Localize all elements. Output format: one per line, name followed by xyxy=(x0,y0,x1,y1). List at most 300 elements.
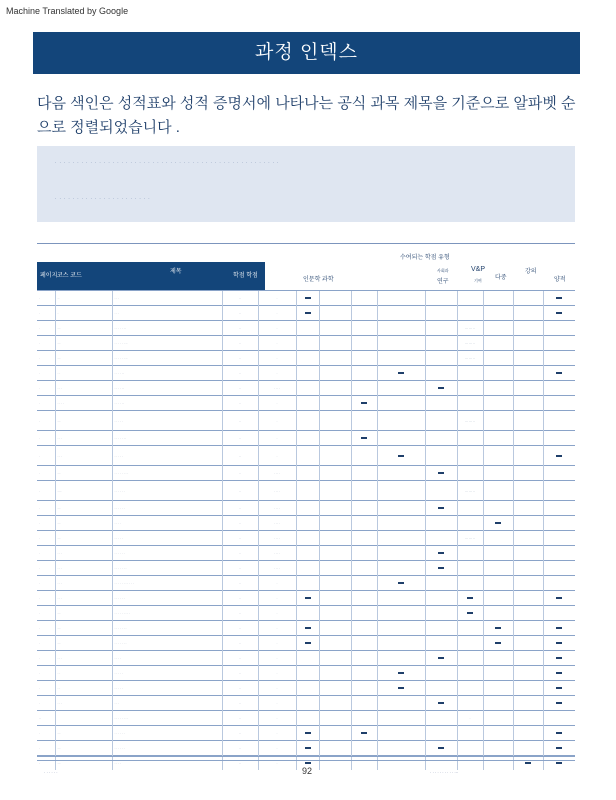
divider xyxy=(37,760,575,761)
credit-mark xyxy=(556,672,562,674)
table-row xyxy=(37,711,575,726)
credit-type-cell xyxy=(377,636,425,651)
cell-credit: ·· xyxy=(222,446,258,466)
footer-right-text: · · · · · · · · · · ··· xyxy=(430,770,459,775)
credit-type-cell xyxy=(377,446,425,466)
credit-type-cell xyxy=(513,481,543,501)
cell-credit: ·· xyxy=(222,351,258,366)
credit-type-cell xyxy=(483,501,513,516)
cell-credit: ·· xyxy=(222,621,258,636)
cell-title: · · · · · · · · · · · xyxy=(112,576,222,591)
table-row xyxy=(37,621,575,636)
table-row xyxy=(37,651,575,666)
page-title: 과정 인덱스 xyxy=(33,32,580,74)
cell-credit: ·· xyxy=(222,291,258,306)
credit-type-cell xyxy=(425,621,457,636)
credit-type-cell xyxy=(377,481,425,501)
credit-type-cell xyxy=(351,466,377,481)
cell-note: ··· ··· ·· xyxy=(465,356,475,360)
credit-type-cell xyxy=(296,396,319,411)
credit-mark xyxy=(556,732,562,734)
credit-type-cell xyxy=(543,561,575,576)
credit-type-cell xyxy=(377,666,425,681)
credit-type-cell xyxy=(351,501,377,516)
credit-mark xyxy=(305,732,311,734)
cell-code: · · · xyxy=(55,561,112,576)
machine-translated-label: Machine Translated by Google xyxy=(6,6,129,16)
table-row xyxy=(37,306,575,321)
credit-type-cell xyxy=(319,466,351,481)
credit-type-cell xyxy=(351,516,377,531)
credit-type-cell xyxy=(543,481,575,501)
credit-type-cell xyxy=(351,321,377,336)
cell-title: · · · · xyxy=(112,651,222,666)
cell-page: ·· xyxy=(37,711,55,726)
credit-mark xyxy=(305,762,311,764)
credit-type-cell xyxy=(351,531,377,546)
credit-type-cell xyxy=(319,446,351,466)
credit-type-cell xyxy=(483,741,513,756)
table-row xyxy=(37,381,575,396)
credit-type-cell xyxy=(457,466,483,481)
cell-title: · · · xyxy=(112,306,222,321)
cell-page: · xyxy=(37,306,55,321)
cell-code: ··· xyxy=(55,636,112,651)
credit-type-cell xyxy=(425,741,457,756)
cell-page: · xyxy=(37,351,55,366)
credit-type-cell xyxy=(483,321,513,336)
credit-type-cell xyxy=(543,606,575,621)
cell-credit: ·· xyxy=(222,336,258,351)
table-row xyxy=(37,576,575,591)
credit-type-cell xyxy=(513,636,543,651)
cell-unit: · xyxy=(258,726,296,741)
credit-type-cell xyxy=(513,711,543,726)
cell-credit: ·· xyxy=(222,306,258,321)
cell-code: · · · xyxy=(55,651,112,666)
cell-credit: ·· xyxy=(222,666,258,681)
credit-type-cell xyxy=(457,366,483,381)
credit-type-cell xyxy=(457,711,483,726)
col-multi: 다중 xyxy=(495,275,507,281)
credit-type-cell xyxy=(319,501,351,516)
cell-title: · · · · · xyxy=(112,411,222,431)
cell-credit: ·· xyxy=(222,481,258,501)
credit-type-cell xyxy=(425,446,457,466)
credit-type-cell xyxy=(543,711,575,726)
credit-type-cell xyxy=(483,531,513,546)
cell-credit: ·· xyxy=(222,591,258,606)
cell-credit: ·· xyxy=(222,366,258,381)
credit-type-cell xyxy=(296,651,319,666)
credit-type-cell xyxy=(296,681,319,696)
credit-mark xyxy=(556,747,562,749)
credit-type-cell xyxy=(425,756,457,771)
credit-mark xyxy=(361,402,367,404)
credit-type-cell xyxy=(483,481,513,501)
credit-type-cell xyxy=(425,381,457,396)
cell-code: · · xyxy=(55,681,112,696)
cell-page: · xyxy=(37,516,55,531)
credit-type-cell xyxy=(425,321,457,336)
credit-type-cell xyxy=(296,336,319,351)
cell-title: · · · · xyxy=(112,756,222,771)
credit-type-cell xyxy=(513,431,543,446)
credit-type-cell xyxy=(513,756,543,771)
credit-mark xyxy=(556,702,562,704)
cell-unit: · · · · xyxy=(258,466,296,481)
note-line: · · · · · · · · · · · · · · · · · · · · · · xyxy=(55,196,151,201)
divider xyxy=(37,756,575,757)
cell-note: ··· ··· ·· xyxy=(465,341,475,345)
credit-type-cell xyxy=(483,466,513,481)
credit-type-cell xyxy=(377,696,425,711)
cell-page: · xyxy=(37,726,55,741)
credit-type-cell xyxy=(296,351,319,366)
credit-type-cell xyxy=(296,546,319,561)
credit-type-cell xyxy=(351,576,377,591)
credit-type-cell xyxy=(319,546,351,561)
credit-type-cell xyxy=(543,336,575,351)
credit-type-cell xyxy=(425,531,457,546)
table-row xyxy=(37,396,575,411)
credit-type-cell xyxy=(457,336,483,351)
credit-type-cell xyxy=(425,606,457,621)
credit-type-cell xyxy=(513,726,543,741)
cell-title: · · · · · · xyxy=(112,741,222,756)
cell-page: · xyxy=(37,696,55,711)
table-row xyxy=(37,321,575,336)
cell-credit: ·· xyxy=(222,411,258,431)
credit-type-cell xyxy=(457,381,483,396)
credit-type-cell xyxy=(483,516,513,531)
credit-type-cell xyxy=(457,431,483,446)
cell-unit: · · · · xyxy=(258,531,296,546)
cell-unit: · xyxy=(258,741,296,756)
credit-type-cell xyxy=(483,561,513,576)
credit-type-cell xyxy=(377,756,425,771)
table-row xyxy=(37,531,575,546)
cell-page: · xyxy=(37,481,55,501)
credit-mark xyxy=(467,597,473,599)
credit-type-cell xyxy=(513,336,543,351)
cell-credit: ·· xyxy=(222,651,258,666)
intro-paragraph: 다음 색인은 성적표와 성적 증명서에 나타나는 공식 과목 제목을 기준으로 알파벳 순으로 정렬되었습니다 . xyxy=(37,95,576,136)
credit-type-cell xyxy=(351,396,377,411)
cell-page: · xyxy=(37,651,55,666)
credit-type-cell xyxy=(351,381,377,396)
cell-code: · · xyxy=(55,666,112,681)
cell-code: ··· xyxy=(55,516,112,531)
cell-title: · · · · · · · · · xyxy=(112,606,222,621)
credit-type-cell xyxy=(425,726,457,741)
cell-code: ··· xyxy=(55,606,112,621)
credit-mark xyxy=(438,387,444,389)
credit-type-cell xyxy=(319,336,351,351)
credit-type-cell xyxy=(351,711,377,726)
col-credits: 학점 학점 xyxy=(233,273,258,279)
cell-code: · · xyxy=(55,366,112,381)
credit-type-cell xyxy=(543,306,575,321)
cell-note: ··· ··· ·· xyxy=(465,326,475,330)
cell-unit: · · · · xyxy=(258,561,296,576)
credit-type-cell xyxy=(377,516,425,531)
credit-type-cell xyxy=(425,336,457,351)
cell-page: · xyxy=(37,756,55,771)
credit-type-cell xyxy=(296,591,319,606)
credit-type-cell xyxy=(319,576,351,591)
credit-type-cell xyxy=(483,396,513,411)
credit-mark xyxy=(556,762,562,764)
credit-type-cell xyxy=(513,531,543,546)
credit-type-cell xyxy=(513,696,543,711)
table-row xyxy=(37,561,575,576)
credit-type-cell xyxy=(543,516,575,531)
credit-type-cell xyxy=(377,591,425,606)
credit-type-cell xyxy=(513,446,543,466)
credit-mark xyxy=(305,642,311,644)
col-title: 제목 xyxy=(170,269,182,275)
credit-mark xyxy=(556,455,562,457)
credit-type-cell xyxy=(377,726,425,741)
cell-unit: · xyxy=(258,306,296,321)
credit-type-cell xyxy=(319,291,351,306)
credit-type-cell xyxy=(351,756,377,771)
cell-credit: ·· xyxy=(222,726,258,741)
credit-type-cell xyxy=(543,321,575,336)
credit-type-cell xyxy=(351,696,377,711)
credit-type-cell xyxy=(351,431,377,446)
cell-credit: ·· xyxy=(222,561,258,576)
credit-mark xyxy=(438,552,444,554)
credit-type-cell xyxy=(543,366,575,381)
credit-type-cell xyxy=(425,561,457,576)
credit-type-cell xyxy=(296,666,319,681)
credit-type-cell xyxy=(483,576,513,591)
cell-unit: · xyxy=(258,711,296,726)
cell-code: · · · xyxy=(55,576,112,591)
credit-type-cell xyxy=(425,516,457,531)
credit-type-cell xyxy=(377,291,425,306)
credit-type-cell xyxy=(296,531,319,546)
cell-code: ··· xyxy=(55,531,112,546)
cell-credit: ·· xyxy=(222,636,258,651)
cell-title: · · · · · ·· xyxy=(112,431,222,446)
credit-type-cell xyxy=(351,651,377,666)
credit-type-cell xyxy=(483,666,513,681)
cell-credit: ·· xyxy=(222,741,258,756)
credit-type-cell xyxy=(543,591,575,606)
credit-type-cell xyxy=(425,431,457,446)
credit-type-cell xyxy=(483,606,513,621)
cell-unit: · xyxy=(258,446,296,466)
credit-mark xyxy=(438,747,444,749)
credit-mark xyxy=(495,642,501,644)
credit-type-cell xyxy=(296,466,319,481)
credit-mark xyxy=(305,312,311,314)
col-vp: V&P xyxy=(471,266,486,273)
credit-type-cell xyxy=(457,726,483,741)
credit-mark xyxy=(398,687,404,689)
col-page: 페이지 xyxy=(40,273,58,279)
credit-mark xyxy=(438,567,444,569)
cell-title: · · · · · · xyxy=(112,546,222,561)
cell-code: ···· xyxy=(55,481,112,501)
credit-mark xyxy=(438,702,444,704)
credit-type-cell xyxy=(425,396,457,411)
credit-mark xyxy=(398,455,404,457)
credit-type-cell xyxy=(543,666,575,681)
credit-type-cell xyxy=(296,576,319,591)
cell-unit: · xyxy=(258,396,296,411)
cell-page: · xyxy=(37,591,55,606)
credit-type-cell xyxy=(513,501,543,516)
credit-type-cell xyxy=(319,606,351,621)
credit-type-cell xyxy=(296,381,319,396)
credit-type-cell xyxy=(483,351,513,366)
cell-unit: · · · · xyxy=(258,516,296,531)
cell-page: · xyxy=(37,431,55,446)
table-row xyxy=(37,516,575,531)
cell-page: · xyxy=(37,576,55,591)
table-row xyxy=(37,411,575,431)
credit-type-cell xyxy=(351,726,377,741)
credit-type-cell xyxy=(513,411,543,431)
credit-type-cell xyxy=(296,621,319,636)
credit-type-cell xyxy=(425,481,457,501)
credit-type-cell xyxy=(319,381,351,396)
credit-mark xyxy=(556,297,562,299)
credit-mark xyxy=(305,747,311,749)
col-course-code: 코스 코드 xyxy=(57,273,82,279)
credit-type-cell xyxy=(543,501,575,516)
cell-code: · xyxy=(55,306,112,321)
cell-unit: · xyxy=(258,756,296,771)
credit-type-cell xyxy=(513,366,543,381)
credit-type-cell xyxy=(377,561,425,576)
credit-type-cell xyxy=(351,481,377,501)
credit-type-cell xyxy=(483,591,513,606)
credit-type-cell xyxy=(543,546,575,561)
credit-mark xyxy=(495,522,501,524)
cell-title: · · · · ·· xyxy=(112,381,222,396)
cell-unit: · xyxy=(258,636,296,651)
credit-type-cell xyxy=(377,576,425,591)
cell-title: · · · xyxy=(112,696,222,711)
credit-type-cell xyxy=(483,431,513,446)
credit-mark xyxy=(305,627,311,629)
cell-credit: ·· xyxy=(222,681,258,696)
table-row xyxy=(37,681,575,696)
table-row xyxy=(37,666,575,681)
credit-type-cell xyxy=(319,621,351,636)
cell-code: · · · xyxy=(55,696,112,711)
credit-type-cell xyxy=(351,741,377,756)
credit-type-cell xyxy=(319,681,351,696)
credit-mark xyxy=(398,672,404,674)
credit-type-cell xyxy=(543,291,575,306)
credit-mark xyxy=(556,627,562,629)
credit-type-cell xyxy=(319,411,351,431)
table-row xyxy=(37,336,575,351)
table-row xyxy=(37,501,575,516)
cell-code: ··· xyxy=(55,741,112,756)
credit-type-cell xyxy=(319,591,351,606)
cell-code: ··· xyxy=(55,351,112,366)
credit-type-cell xyxy=(425,366,457,381)
credit-type-cell xyxy=(513,306,543,321)
cell-page: · xyxy=(37,561,55,576)
table-row xyxy=(37,446,575,466)
table-row xyxy=(37,481,575,501)
cell-code: ··· xyxy=(55,726,112,741)
credit-type-cell xyxy=(351,636,377,651)
credit-type-cell xyxy=(543,696,575,711)
credit-type-cell xyxy=(457,321,483,336)
credit-type-cell xyxy=(377,306,425,321)
credit-type-cell xyxy=(457,531,483,546)
credit-type-cell xyxy=(425,681,457,696)
credit-type-cell xyxy=(296,481,319,501)
credit-type-cell xyxy=(457,516,483,531)
cell-title: · · · · · · ·· xyxy=(112,336,222,351)
credit-type-cell xyxy=(513,591,543,606)
credit-mark xyxy=(556,312,562,314)
credit-type-cell xyxy=(319,396,351,411)
cell-code: ··· xyxy=(55,336,112,351)
credit-type-cell xyxy=(377,351,425,366)
credit-type-cell xyxy=(483,726,513,741)
cell-code: · · · xyxy=(55,546,112,561)
cell-code: · · · · xyxy=(55,396,112,411)
credit-type-cell xyxy=(425,576,457,591)
cell-page: · xyxy=(37,531,55,546)
credit-type-cell xyxy=(483,306,513,321)
cell-unit: · xyxy=(258,291,296,306)
credit-mark xyxy=(361,732,367,734)
credit-type-cell xyxy=(543,621,575,636)
credit-type-cell xyxy=(425,636,457,651)
credit-type-cell xyxy=(483,381,513,396)
cell-title: · · · · · · xyxy=(112,481,222,501)
credit-type-cell xyxy=(457,681,483,696)
cell-credit: ·· xyxy=(222,396,258,411)
cell-page: · xyxy=(37,466,55,481)
credit-type-cell xyxy=(351,366,377,381)
credit-type-cell xyxy=(543,466,575,481)
credit-type-cell xyxy=(513,546,543,561)
credit-type-cell xyxy=(543,681,575,696)
cell-code: · · · xyxy=(55,381,112,396)
credit-type-cell xyxy=(377,501,425,516)
credit-type-cell xyxy=(513,576,543,591)
credit-mark xyxy=(556,687,562,689)
credit-mark xyxy=(438,472,444,474)
credit-type-cell xyxy=(513,651,543,666)
course-index-table xyxy=(37,290,575,770)
cell-title: · · · · · xyxy=(112,446,222,466)
cell-unit: · · · · xyxy=(258,546,296,561)
credit-type-cell xyxy=(319,696,351,711)
col-lecture: 강의 xyxy=(525,269,537,275)
credit-type-cell xyxy=(296,366,319,381)
cell-unit: · xyxy=(258,321,296,336)
table-row xyxy=(37,351,575,366)
credit-type-cell xyxy=(377,621,425,636)
cell-code: ··· xyxy=(55,321,112,336)
cell-credit: ·· xyxy=(222,711,258,726)
credit-type-cell xyxy=(296,411,319,431)
